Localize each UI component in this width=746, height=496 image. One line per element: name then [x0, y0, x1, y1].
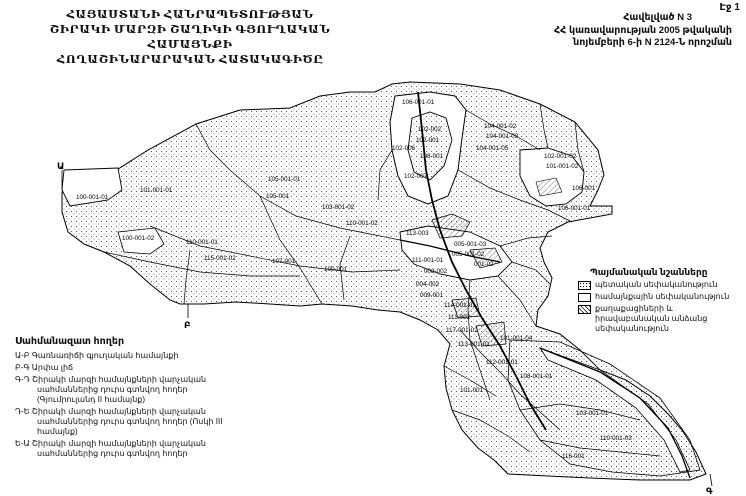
parcel-label: 104-001-03: [486, 133, 519, 140]
parcel-label: 113-003: [406, 230, 429, 237]
section-item: Ե-Ա Շիրակի մարզի համայնքների վարչական սահմաններից դուրս գտնվող հողեր: [15, 439, 206, 458]
section-item: Ա-Բ Գառնառիճի գյուղական համայնքի: [15, 351, 179, 360]
page-number: Էջ 1: [719, 2, 740, 13]
legend-item-private: [578, 304, 743, 334]
section-item: Բ-Գ Արփա լիճ: [15, 363, 74, 372]
parcel-label: 102-002: [418, 126, 442, 133]
parcel-label: 110-001-03: [600, 435, 632, 442]
appendix-line-2: ՀՀ կառավարության 2005 թվականի: [553, 24, 732, 36]
title-line-2: ՇԻՐԱԿԻ ՄԱՐԶԻ ՇԱՂԻԿԻ ԳՅՈՒՂԱԿԱՆ ՀԱՄԱՅՆՔԻ: [49, 24, 331, 51]
legend-label: քաղաքացիների և իրավաբանական անձանց սեփականություն: [595, 304, 708, 333]
parcel-label: 117-001-02: [446, 327, 478, 334]
parcel-label: 110-001-02: [346, 220, 378, 227]
legend-title: Պայմանական նշանները: [590, 267, 708, 277]
point-label-c: Գ: [706, 486, 713, 496]
parcel-label: 101-001-01: [140, 187, 173, 194]
parcel-label: 005-001-03: [454, 241, 487, 248]
parcel-label: 105-001-01: [268, 176, 301, 183]
parcel-label: 102-001-02: [544, 153, 577, 160]
parcel-label: 005-001-02: [452, 251, 485, 258]
map-legend: [578, 267, 743, 334]
parcel-label: 102-001: [416, 137, 440, 144]
parcel-label: 103-001-02: [322, 204, 355, 211]
legend-label: համայնքային սեփականություն: [595, 292, 730, 301]
hatch-swatch-icon: [578, 305, 591, 314]
legend-item-state: [578, 280, 743, 290]
parcel-label: 001-02: [474, 261, 494, 268]
dotted-swatch-icon: [578, 281, 591, 290]
point-label-a: Ա: [57, 161, 65, 171]
parcel-label: 114-001-01: [444, 302, 476, 309]
parcel-label: 105-001: [266, 193, 290, 200]
parcel-label: 111-002: [448, 314, 471, 321]
title-line-3: ՀՈՂԱՇԻՆԱՐԱՐԱԿԱՆ ՀԱՏԱԿԱԳԻԾԸ: [56, 54, 324, 66]
parcel-label: 101-001-02: [546, 163, 579, 170]
appendix-line-1: Հավելված N 3: [623, 12, 692, 23]
parcel-label: 102-007: [404, 173, 428, 180]
point-label-b: Բ: [184, 320, 191, 330]
parcel-label: 003-002: [424, 268, 448, 275]
parcel-label: 110-001-01: [186, 239, 218, 246]
parcel-label: 104-001-05: [476, 145, 509, 152]
parcel-label: 102-006: [392, 145, 416, 152]
parcel-label: 106-001: [572, 185, 596, 192]
parcel-label: 116-001: [562, 453, 585, 460]
parcel-label: 004-002: [416, 281, 440, 288]
parcel-label: 101-001: [460, 387, 484, 394]
sections-title: Սահմանազատ հողեր: [15, 336, 125, 347]
parcel-label: 104-001-02: [484, 123, 517, 130]
boundary-sections: [15, 337, 225, 461]
parcel-label: 100-001: [324, 266, 348, 273]
parcel-label: 100-001-02: [122, 235, 155, 242]
parcel-label: 101-001-04: [500, 335, 533, 342]
parcel-label: 108-001: [420, 153, 444, 160]
parcel-label: 106-001-01: [558, 205, 591, 212]
title-line-1: ՀԱՅԱՍՏԱՆԻ ՀԱՆՐԱՊԵՏՈՒԹՅԱՆ: [66, 9, 314, 21]
parcel-label: 107-001: [272, 258, 296, 265]
legend-label: պետական սեփականություն: [595, 280, 718, 289]
legend-item-community: [578, 292, 743, 302]
parcel-label: 009-001: [420, 292, 444, 299]
blank-swatch-icon: [578, 293, 591, 302]
appendix-line-3: նոյեմբերի 6-ի N 2124-Ն որոշման: [573, 37, 732, 48]
parcel-label: 103-001-01: [576, 410, 609, 417]
parcel-label: 111-001-01: [412, 257, 444, 264]
parcel-label: 108-001-01: [520, 373, 553, 380]
section-item: Գ-Դ Շիրակի մարզի համայնքների վարչական սահմաններից դուրս գտնվող հողեր (Գյումրուլանդ II համայնք): [15, 375, 207, 404]
parcel-label: 113-001-01: [458, 341, 490, 348]
parcel-label: 100-001-01: [76, 194, 109, 201]
parcel-label: 115-001-02: [204, 255, 236, 262]
parcel-label: 112-001-01: [486, 359, 518, 366]
parcel-label: 106-001-01: [402, 99, 435, 106]
section-item: Դ-Ե Շիրակի մարզի համայնքների վարչական սահմաններից դուրս գտնվող հողեր (Ոսկի III համայնք): [15, 407, 223, 436]
